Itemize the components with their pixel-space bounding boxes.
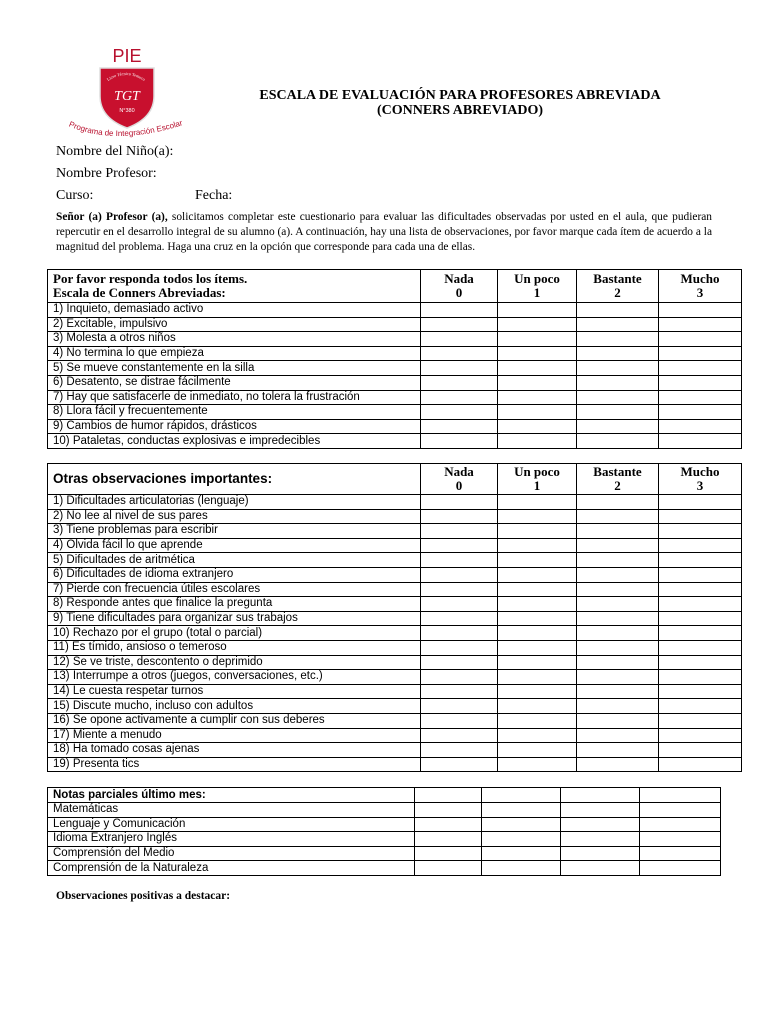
- title-line-1: ESCALA DE EVALUACIÓN PARA PROFESORES ABREVIADA: [259, 88, 661, 103]
- table-row: [48, 538, 742, 553]
- conners-scale-table: [47, 269, 742, 449]
- rating-cell[interactable]: [421, 538, 498, 553]
- rating-cell[interactable]: [498, 713, 577, 728]
- table-row: [48, 375, 742, 390]
- rating-cell[interactable]: [659, 361, 742, 376]
- item-label: 2) No lee al nivel de sus pares: [48, 509, 421, 524]
- course-label: Curso:: [56, 188, 94, 203]
- table-row: [48, 640, 742, 655]
- rating-cell[interactable]: [659, 375, 742, 390]
- rating-cell[interactable]: [421, 640, 498, 655]
- rating-cell[interactable]: [659, 390, 742, 405]
- table-row: [48, 495, 742, 510]
- table-row: [48, 597, 742, 612]
- rating-cell[interactable]: [498, 684, 577, 699]
- pie-logo: [52, 44, 202, 140]
- rating-cell[interactable]: [659, 757, 742, 772]
- rating-cell[interactable]: [498, 553, 577, 568]
- grade-cell[interactable]: [561, 861, 640, 876]
- rating-cell[interactable]: [659, 655, 742, 670]
- rating-cell[interactable]: [498, 582, 577, 597]
- item-label: 7) Hay que satisfacerle de inmediato, no tolera la frustración: [48, 390, 421, 405]
- rating-cell[interactable]: [577, 597, 659, 612]
- rating-cell[interactable]: [577, 743, 659, 758]
- rating-cell[interactable]: [498, 567, 577, 582]
- table-row: [48, 626, 742, 641]
- rating-cell[interactable]: [577, 684, 659, 699]
- rating-cell[interactable]: [421, 684, 498, 699]
- rating-cell[interactable]: [659, 524, 742, 539]
- item-label: 3) Molesta a otros niños: [48, 332, 421, 347]
- grade-cell[interactable]: [482, 832, 561, 847]
- table-row: [48, 728, 742, 743]
- grade-cell[interactable]: [640, 817, 721, 832]
- logo-badge-arc: Liceo Técnico Temuco: [105, 70, 147, 82]
- table-row: [48, 332, 742, 347]
- table-row: [48, 611, 742, 626]
- rating-cell[interactable]: [421, 332, 498, 347]
- rating-cell[interactable]: [421, 728, 498, 743]
- date-label: Fecha:: [195, 188, 233, 203]
- instructions-greeting: Señor (a) Profesor (a),: [56, 211, 168, 223]
- table-row: [48, 524, 742, 539]
- table-row: [48, 655, 742, 670]
- table1-header: [48, 270, 421, 303]
- rating-cell[interactable]: [498, 757, 577, 772]
- rating-cell[interactable]: [577, 728, 659, 743]
- rating-cell[interactable]: [659, 538, 742, 553]
- rating-cell[interactable]: [577, 757, 659, 772]
- grade-cell[interactable]: [640, 846, 721, 861]
- rating-cell[interactable]: [421, 303, 498, 318]
- item-label: 8) Responde antes que finalice la pregunta: [48, 597, 421, 612]
- rating-cell[interactable]: [659, 728, 742, 743]
- grade-header-cell: [415, 788, 482, 803]
- logo-number: N°380: [119, 108, 135, 114]
- rating-cell[interactable]: [421, 713, 498, 728]
- rating-cell[interactable]: [421, 597, 498, 612]
- rating-cell[interactable]: [577, 405, 659, 420]
- grade-cell[interactable]: [640, 861, 721, 876]
- table1-header-line2: Escala de Conners Abreviadas:: [53, 285, 226, 300]
- item-label: 10) Pataletas, conductas explosivas e impredecibles: [48, 434, 421, 449]
- grade-cell[interactable]: [640, 832, 721, 847]
- item-label: Lenguaje y Comunicación: [48, 817, 415, 832]
- grade-cell[interactable]: [415, 803, 482, 818]
- rating-cell[interactable]: [659, 597, 742, 612]
- instructions-text: solicitamos completar este cuestionario para evaluar las dificultades observadas por usted en el aula, que pudieran repercutir en el desarrollo integral de su alumno (a). A continuación, hay una lista de observaciones, por favor marque cada ítem de acuerdo a la magnitud del problema. Haga una cruz en la opción que corresponde para cada una de ellas.: [56, 211, 712, 253]
- rating-cell[interactable]: [421, 346, 498, 361]
- item-label: 5) Dificultades de aritmética: [48, 553, 421, 568]
- item-label: 12) Se ve triste, descontento o deprimido: [48, 655, 421, 670]
- rating-cell[interactable]: [577, 509, 659, 524]
- other-observations-table: [47, 463, 742, 772]
- rating-cell[interactable]: [577, 611, 659, 626]
- grade-cell[interactable]: [415, 817, 482, 832]
- item-label: 5) Se mueve constantemente en la silla: [48, 361, 421, 376]
- table-row: [48, 861, 721, 876]
- rating-cell[interactable]: [498, 524, 577, 539]
- positive-observations-label: Observaciones positivas a destacar:: [56, 890, 231, 902]
- rating-cell[interactable]: [421, 495, 498, 510]
- rating-cell[interactable]: [577, 670, 659, 685]
- table1-header-line1: Por favor responda todos los ítems.: [53, 271, 248, 286]
- table-row: [48, 553, 742, 568]
- rating-cell[interactable]: [498, 699, 577, 714]
- rating-cell[interactable]: [498, 509, 577, 524]
- grade-cell[interactable]: [482, 817, 561, 832]
- grade-header-cell: [482, 788, 561, 803]
- rating-cell[interactable]: [577, 317, 659, 332]
- grade-cell[interactable]: [561, 803, 640, 818]
- table-row: [48, 817, 721, 832]
- rating-cell[interactable]: [421, 553, 498, 568]
- item-label: 14) Le cuesta respetar turnos: [48, 684, 421, 699]
- rating-cell[interactable]: [421, 419, 498, 434]
- rating-cell[interactable]: [498, 611, 577, 626]
- rating-cell[interactable]: [498, 597, 577, 612]
- table-row: [48, 846, 721, 861]
- scale-header-un-poco: Un poco 1: [498, 270, 577, 303]
- rating-cell[interactable]: [498, 655, 577, 670]
- scale-header-bastante: Bastante 2: [577, 464, 659, 495]
- rating-cell[interactable]: [421, 524, 498, 539]
- rating-cell[interactable]: [577, 419, 659, 434]
- table-row: [48, 567, 742, 582]
- rating-cell[interactable]: [659, 567, 742, 582]
- item-label: Idioma Extranjero Inglés: [48, 832, 415, 847]
- rating-cell[interactable]: [498, 375, 577, 390]
- rating-cell[interactable]: [421, 743, 498, 758]
- scale-header-un-poco: Un poco 1: [498, 464, 577, 495]
- table-row: [48, 582, 742, 597]
- item-label: 1) Inquieto, demasiado activo: [48, 303, 421, 318]
- rating-cell[interactable]: [498, 640, 577, 655]
- rating-cell[interactable]: [659, 553, 742, 568]
- item-label: 9) Tiene dificultades para organizar sus trabajos: [48, 611, 421, 626]
- grade-cell[interactable]: [415, 861, 482, 876]
- rating-cell[interactable]: [577, 434, 659, 449]
- item-label: 18) Ha tomado cosas ajenas: [48, 743, 421, 758]
- rating-cell[interactable]: [659, 684, 742, 699]
- table-row: [48, 434, 742, 449]
- rating-cell[interactable]: [577, 538, 659, 553]
- item-label: 17) Miente a menudo: [48, 728, 421, 743]
- grade-cell[interactable]: [482, 861, 561, 876]
- item-label: 16) Se opone activamente a cumplir con sus deberes: [48, 713, 421, 728]
- table-row: [48, 757, 742, 772]
- logo-arc-text: Programa de Integración Escolar: [67, 118, 184, 139]
- rating-cell[interactable]: [659, 303, 742, 318]
- table-row: [48, 832, 721, 847]
- rating-cell[interactable]: [659, 582, 742, 597]
- rating-cell[interactable]: [421, 626, 498, 641]
- rating-cell[interactable]: [577, 332, 659, 347]
- rating-cell[interactable]: [659, 611, 742, 626]
- rating-cell[interactable]: [577, 495, 659, 510]
- grade-cell[interactable]: [415, 832, 482, 847]
- table-row: [48, 346, 742, 361]
- item-label: 6) Dificultades de idioma extranjero: [48, 567, 421, 582]
- table-row: [48, 670, 742, 685]
- rating-cell[interactable]: [421, 670, 498, 685]
- rating-cell[interactable]: [577, 640, 659, 655]
- grade-cell[interactable]: [561, 846, 640, 861]
- grade-cell[interactable]: [561, 832, 640, 847]
- rating-cell[interactable]: [577, 375, 659, 390]
- rating-cell[interactable]: [498, 405, 577, 420]
- rating-cell[interactable]: [659, 640, 742, 655]
- grade-cell[interactable]: [482, 846, 561, 861]
- table-row: [48, 303, 742, 318]
- item-label: 13) Interrumpe a otros (juegos, conversaciones, etc.): [48, 670, 421, 685]
- table-row: [48, 803, 721, 818]
- item-label: 6) Desatento, se distrae fácilmente: [48, 375, 421, 390]
- rating-cell[interactable]: [421, 699, 498, 714]
- rating-cell[interactable]: [421, 405, 498, 420]
- rating-cell[interactable]: [498, 670, 577, 685]
- document-title: [200, 88, 720, 118]
- item-label: 19) Presenta tics: [48, 757, 421, 772]
- logo-graphic: [52, 44, 202, 140]
- scale-header-mucho: Mucho 3: [659, 270, 742, 303]
- item-label: 8) Llora fácil y frecuentemente: [48, 405, 421, 420]
- rating-cell[interactable]: [577, 567, 659, 582]
- table-row: [48, 405, 742, 420]
- rating-cell[interactable]: [577, 361, 659, 376]
- scale-header-nada: Nada 0: [421, 270, 498, 303]
- rating-cell[interactable]: [498, 743, 577, 758]
- rating-cell[interactable]: [577, 303, 659, 318]
- rating-cell[interactable]: [659, 419, 742, 434]
- rating-cell[interactable]: [659, 346, 742, 361]
- table-row: [48, 419, 742, 434]
- rating-cell[interactable]: [421, 567, 498, 582]
- scale-header-nada: Nada 0: [421, 464, 498, 495]
- rating-cell[interactable]: [421, 361, 498, 376]
- table-row: [48, 361, 742, 376]
- item-label: Comprensión del Medio: [48, 846, 415, 861]
- scale-header-mucho: Mucho 3: [659, 464, 742, 495]
- rating-cell[interactable]: [498, 303, 577, 318]
- table-row: [48, 390, 742, 405]
- rating-cell[interactable]: [577, 346, 659, 361]
- scale-header-bastante: Bastante 2: [577, 270, 659, 303]
- table2-header: Otras observaciones importantes:: [48, 464, 421, 495]
- item-label: 11) Es tímido, ansioso o temeroso: [48, 640, 421, 655]
- rating-cell[interactable]: [421, 611, 498, 626]
- logo-badge-text: TGT: [114, 89, 140, 104]
- table-row: [48, 509, 742, 524]
- rating-cell[interactable]: [659, 332, 742, 347]
- rating-cell[interactable]: [659, 434, 742, 449]
- rating-cell[interactable]: [498, 419, 577, 434]
- rating-cell[interactable]: [498, 390, 577, 405]
- rating-cell[interactable]: [577, 626, 659, 641]
- rating-cell[interactable]: [659, 743, 742, 758]
- rating-cell[interactable]: [498, 728, 577, 743]
- rating-cell[interactable]: [577, 699, 659, 714]
- rating-cell[interactable]: [498, 332, 577, 347]
- teacher-name-label: Nombre Profesor:: [56, 166, 157, 181]
- rating-cell[interactable]: [498, 361, 577, 376]
- rating-cell[interactable]: [577, 390, 659, 405]
- rating-cell[interactable]: [659, 405, 742, 420]
- table3-header: Notas parciales último mes:: [48, 788, 415, 803]
- item-label: 15) Discute mucho, incluso con adultos: [48, 699, 421, 714]
- item-label: 7) Pierde con frecuencia útiles escolares: [48, 582, 421, 597]
- item-label: Matemáticas: [48, 803, 415, 818]
- rating-cell[interactable]: [577, 582, 659, 597]
- child-name-label: Nombre del Niño(a):: [56, 144, 174, 159]
- rating-cell[interactable]: [421, 317, 498, 332]
- rating-cell[interactable]: [421, 375, 498, 390]
- rating-cell[interactable]: [577, 713, 659, 728]
- table-row: [48, 743, 742, 758]
- rating-cell[interactable]: [577, 524, 659, 539]
- rating-cell[interactable]: [498, 626, 577, 641]
- rating-cell[interactable]: [659, 699, 742, 714]
- rating-cell[interactable]: [421, 582, 498, 597]
- rating-cell[interactable]: [659, 670, 742, 685]
- rating-cell[interactable]: [577, 655, 659, 670]
- rating-cell[interactable]: [421, 434, 498, 449]
- rating-cell[interactable]: [659, 317, 742, 332]
- rating-cell[interactable]: [498, 434, 577, 449]
- item-label: 1) Dificultades articulatorias (lenguaje): [48, 495, 421, 510]
- table-row: [48, 713, 742, 728]
- item-label: 4) Olvida fácil lo que aprende: [48, 538, 421, 553]
- table-row: [48, 317, 742, 332]
- rating-cell[interactable]: [421, 390, 498, 405]
- item-label: Comprensión de la Naturaleza: [48, 861, 415, 876]
- title-line-2: (CONNERS ABREVIADO): [376, 103, 544, 118]
- rating-cell[interactable]: [659, 495, 742, 510]
- item-label: 2) Excitable, impulsivo: [48, 317, 421, 332]
- rating-cell[interactable]: [421, 655, 498, 670]
- item-label: 3) Tiene problemas para escribir: [48, 524, 421, 539]
- table-row: [48, 684, 742, 699]
- rating-cell[interactable]: [659, 509, 742, 524]
- rating-cell[interactable]: [498, 346, 577, 361]
- item-label: 9) Cambios de humor rápidos, drásticos: [48, 419, 421, 434]
- grade-cell[interactable]: [561, 817, 640, 832]
- rating-cell[interactable]: [498, 317, 577, 332]
- rating-cell[interactable]: [659, 713, 742, 728]
- grade-cell[interactable]: [640, 803, 721, 818]
- table-row: [48, 699, 742, 714]
- rating-cell[interactable]: [498, 495, 577, 510]
- grade-cell[interactable]: [415, 846, 482, 861]
- grade-header-cell: [640, 788, 721, 803]
- partial-grades-table: [47, 787, 721, 876]
- item-label: 10) Rechazo por el grupo (total o parcial): [48, 626, 421, 641]
- instructions-paragraph: [56, 210, 712, 255]
- rating-cell[interactable]: [498, 538, 577, 553]
- rating-cell[interactable]: [659, 626, 742, 641]
- logo-top-text: PIE: [112, 46, 142, 66]
- grade-cell[interactable]: [482, 803, 561, 818]
- rating-cell[interactable]: [577, 553, 659, 568]
- rating-cell[interactable]: [421, 757, 498, 772]
- grade-header-cell: [561, 788, 640, 803]
- item-label: 4) No termina lo que empieza: [48, 346, 421, 361]
- rating-cell[interactable]: [421, 509, 498, 524]
